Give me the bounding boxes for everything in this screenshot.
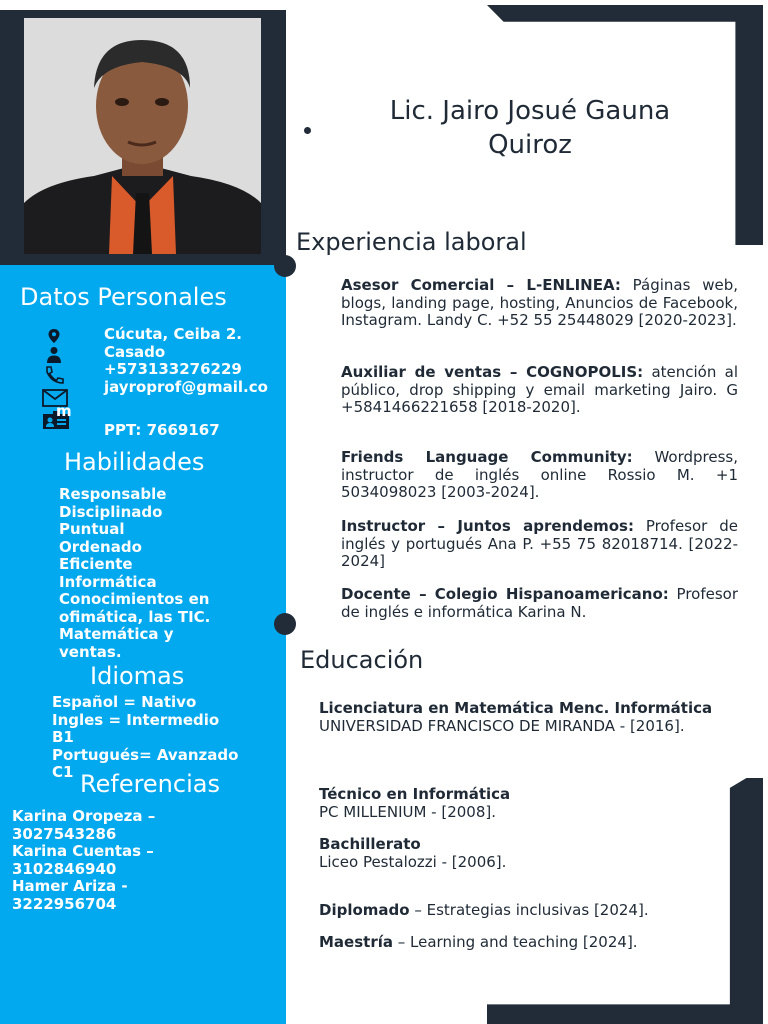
person-portrait-icon [24,18,261,254]
education-entry [319,836,746,871]
personal-data-heading: Datos Personales [20,283,227,311]
job-role: Instructor – Juntos aprendemos: [341,517,634,535]
job-entry [341,277,738,330]
education-detail: Liceo Pestalozzi - [2006]. [319,852,507,871]
job-description: Páginas web, blogs, landing page, hosting, Anuncios de Facebook, Instagram. Landy C. +52 55 25448029 [2020-2023]. [341,276,739,329]
email-text-overflow: m [56,402,72,420]
ppt-text: PPT: 7669167 [104,421,220,439]
person-icon [42,346,66,367]
candidate-name [300,94,760,162]
language-item: Español = Nativo [52,693,197,711]
education-title: Bachillerato [319,835,421,853]
education-title: Maestría [319,933,393,951]
phone-text: +573133276229 [104,360,242,378]
education-heading: Educación [300,646,424,674]
education-detail: – Learning and teaching [2024]. [392,933,638,951]
timeline-dot [274,613,296,635]
language-item: C1 [52,763,74,781]
skills-list [59,486,210,661]
profile-photo [24,18,261,254]
reference-item: Karina Oropeza – [12,807,156,825]
location-text: Cúcuta, Ceiba 2. [104,325,243,343]
education-detail: UNIVERSIDAD FRANCISCO DE MIRANDA - [2016]. [319,716,685,735]
education-entry-maestria [319,934,746,952]
job-description: Wordpress, instructor de inglés online Rossio M. +1 5034098023 [2003-2024]. [341,448,739,501]
language-item: Ingles = Intermedio [52,710,220,729]
job-role: Auxiliar de ventas – COGNOPOLIS: [341,363,644,381]
job-description: atención al público, drop shipping y email marketing Jairo. G +5841466221658 [2018-2020]. [341,363,738,416]
skill-item: Informática [59,572,157,591]
languages-list [52,694,238,782]
job-description: Profesor de inglés y portugués Ana P. +55 75 82018714. [2022-2024] [341,517,738,570]
skill-item: Disciplinado [59,502,163,521]
references-list [12,808,155,913]
name-line-1: Lic. Jairo Josué Gauna [389,96,671,126]
reference-item: 3027543286 [12,824,117,843]
job-role: Friends Language Community: [341,448,633,466]
skill-item: ventas. [59,642,122,661]
education-title: Diplomado [319,901,410,919]
language-item: B1 [52,728,74,746]
location-pin-icon [42,328,66,348]
education-title: Técnico en Informática [319,785,511,803]
education-entry [319,700,746,735]
phone-icon [42,366,66,388]
email-text[interactable]: jayroprof@gmail.co [104,377,268,396]
skill-item: Puntual [59,520,125,538]
languages-heading: Idiomas [90,662,185,690]
timeline-dot [274,255,296,277]
references-heading: Referencias [80,770,220,798]
job-description: Profesor de inglés e informática Karina N. [341,586,738,621]
job-role: Asesor Comercial – L-ENLINEA: [341,276,621,294]
education-entry-diplomado [319,902,746,920]
skill-item: Matemática y [59,625,174,643]
job-entry [341,364,738,417]
name-line-2: Quiroz [488,130,572,160]
education-detail: PC MILLENIUM - [2008]. [319,802,497,821]
skill-item: Responsable [59,485,167,503]
reference-item: 3102846940 [12,859,117,878]
reference-item: 3222956704 [12,894,117,913]
language-item: Portugués= Avanzado [52,745,239,764]
skill-item: ofimática, las TIC. [59,607,211,626]
experience-heading: Experiencia laboral [296,228,527,256]
skill-item: Ordenado [59,537,142,556]
skill-item: Conocimientos en [59,590,210,608]
job-role: Docente – Colegio Hispanoamericano: [341,586,669,603]
skills-heading: Habilidades [64,448,205,476]
reference-item: Hamer Ariza - [12,877,128,895]
personal-data-list [104,326,268,396]
education-entry [319,786,746,821]
job-entry [341,449,738,502]
skill-item: Eficiente [59,555,133,573]
job-entry [341,586,738,622]
civil-status-text: Casado [104,342,166,361]
education-title: Licenciatura en Matemática Menc. Informática [319,699,713,717]
job-entry [341,518,738,571]
education-detail: – Estrategias inclusivas [2024]. [409,901,649,919]
reference-item: Karina Cuentas – [12,842,154,860]
